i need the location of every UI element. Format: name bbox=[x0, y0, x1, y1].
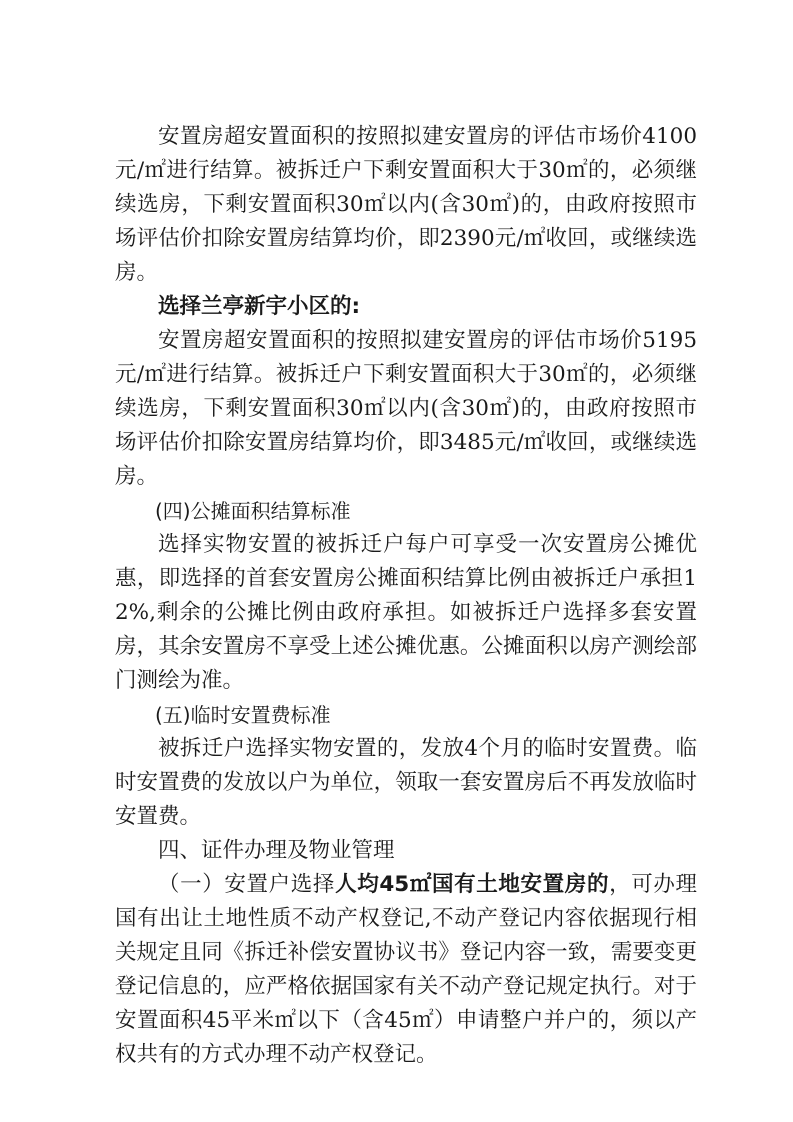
paragraph-settlement-4100: 安置房超安置面积的按照拟建安置房的评估市场价4100元/㎡进行结算。被拆迁户下剩安置面积大于30㎡的，必须继续选房，下剩安置面积30㎡以内(含30㎡)的，由政府按照市场评估价扣除安置房结算均价，即2390元/㎡收回，或继续选房。 bbox=[115, 124, 697, 285]
heading-section-four: 四、证件办理及物业管理 bbox=[158, 838, 395, 863]
paragraph-shared-area: 选择实物安置的被拆迁户每户可享受一次安置房公摊优惠，即选择的首套安置房公摊面积结算比例由被拆迁户承担12%,剩余的公摊比例由政府承担。如被拆迁户选择多套安置房，其余安置房不享受上述公摊优惠。公摊面积以房产测绘部门测绘为准。 bbox=[115, 532, 697, 693]
certificate-rest: ，可办理国有出让土地性质不动产权登记,不动产登记内容依据现行相关规定且同《拆迁补偿安置协议书》登记内容一致，需要变更登记信息的，应严格依据国家有关不动产登记规定执行。对于安置面积45平米㎡以下（含45㎡）申请整户并户的，须以产权共有的方式办理不动产权登记。 bbox=[115, 872, 697, 1067]
paragraph-certificate bbox=[115, 868, 697, 1072]
paragraph-temporary-fee: 被拆迁户选择实物安置的，发放4个月的临时安置费。临时安置费的发放以户为单位，领取一套安置房后不再发放临时安置费。 bbox=[115, 736, 697, 829]
certificate-prefix: （一）安置户选择 bbox=[158, 872, 336, 897]
heading-lanting-xinyu: 选择兰亭新宇小区的: bbox=[158, 294, 361, 319]
heading-shared-area-standard: (四)公摊面积结算标准 bbox=[155, 499, 351, 523]
certificate-bold-phrase: 人均45㎡国有土地安置房的 bbox=[335, 872, 610, 897]
heading-temporary-fee-standard: (五)临时安置费标准 bbox=[155, 703, 331, 727]
paragraph-settlement-5195: 安置房超安置面积的按照拟建安置房的评估市场价5195元/㎡进行结算。被拆迁户下剩安置面积大于30㎡的，必须继续选房，下剩安置面积30㎡以内(含30㎡)的，由政府按照市场评估价扣除安置房结算均价，即3485元/㎡收回，或继续选房。 bbox=[115, 328, 697, 489]
